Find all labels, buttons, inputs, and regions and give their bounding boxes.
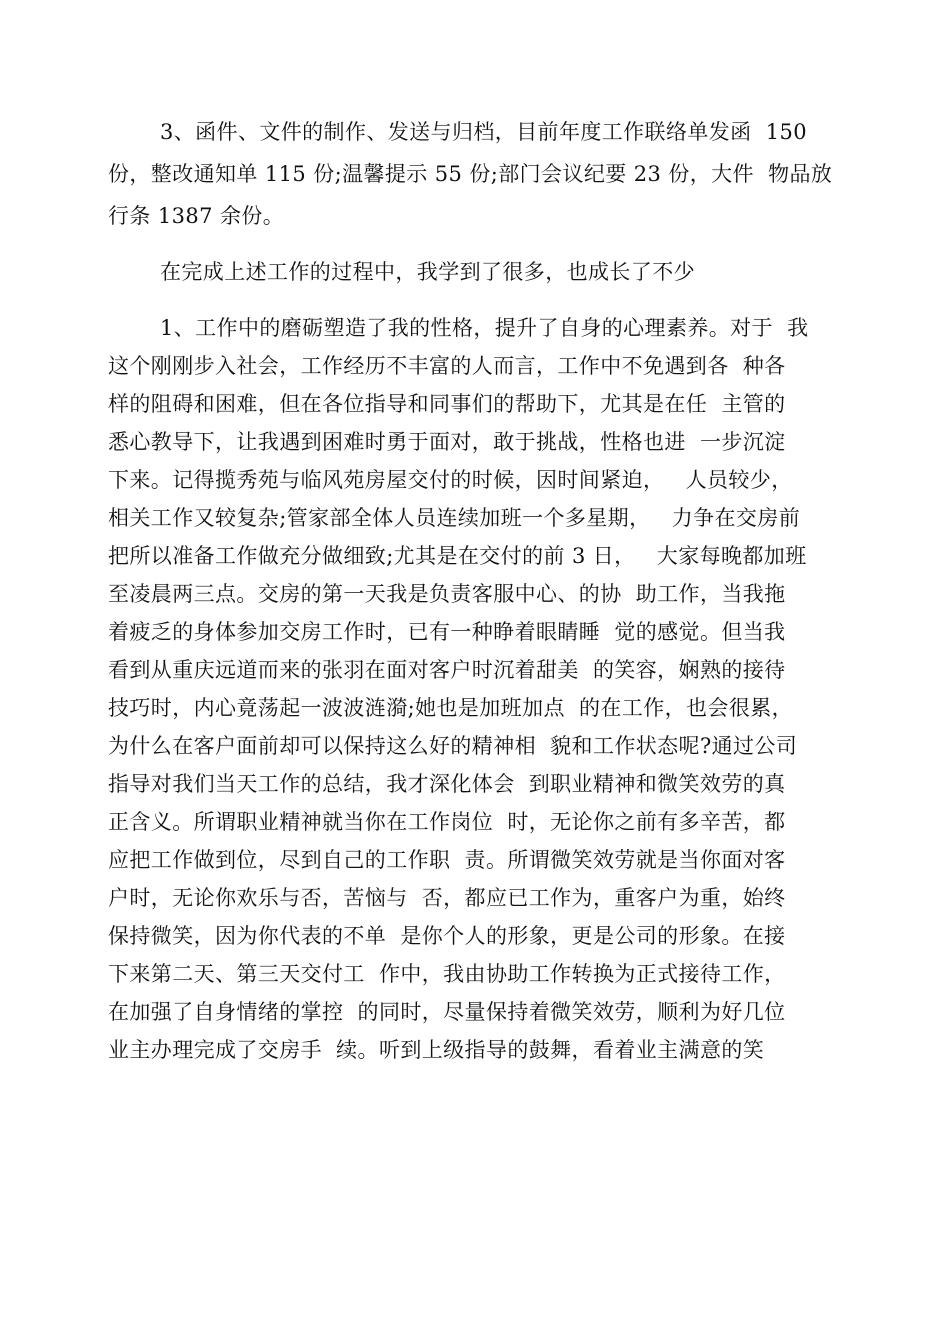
paragraph-line: 正含义。所谓职业精神就当你在工作岗位 时，无论你之前有多辛苦，都 (108, 810, 786, 834)
paragraph-line: 业主办理完成了交房手 续。听到上级指导的鼓舞，看着业主满意的笑 (108, 1038, 765, 1062)
paragraph-line: 应把工作做到位，尽到自己的工作职 责。所谓微笑效劳就是当你面对客 (108, 848, 786, 872)
paragraph-line: 户时，无论你欢乐与否，苦恼与 否，都应已工作为，重客户为重，始终 (108, 886, 786, 910)
paragraph-line: 份，整改通知单 115 份;温馨提示 55 份;部门会议纪要 23 份，大件 物品放 (108, 162, 833, 186)
paragraph-line: 在加强了自身情绪的掌控 的同时，尽量保持着微笑效劳，顺利为好几位 (108, 1000, 786, 1024)
paragraph-line: 把所以准备工作做充分做细致;尤其是在交付的前 3 日， 大家每晚都加班 (108, 544, 807, 568)
paragraph-line: 1、工作中的磨砺塑造了我的性格，提升了自身的心理素养。对于 我 (160, 316, 809, 340)
paragraph-line: 看到从重庆远道而来的张羽在面对客户时沉着甜美 的笑容，娴熟的接待 (108, 658, 786, 682)
paragraph-line: 为什么在客户面前却可以保持这么好的精神相 貌和工作状态呢?通过公司 (108, 734, 798, 758)
paragraph-line: 悉心教导下，让我遇到困难时勇于面对，敢于挑战，性格也进 一步沉淀 (108, 430, 786, 454)
paragraph-line: 在完成上述工作的过程中，我学到了很多，也成长了不少 (160, 260, 695, 284)
paragraph-line: 技巧时，内心竟荡起一波波涟漪;她也是加班加点 的在工作，也会很累， (108, 696, 794, 720)
paragraph-line: 下来第二天、第三天交付工 作中，我由协助工作转换为正式接待工作， (108, 962, 786, 986)
paragraph-line: 着疲乏的身体参加交房工作时，已有一种睁着眼睛睡 觉的感觉。但当我 (108, 620, 786, 644)
paragraph-line: 下来。记得揽秀苑与临风苑房屋交付的时候，因时间紧迫， 人员较少， (108, 468, 793, 492)
paragraph-line: 指导对我们当天工作的总结，我才深化体会 到职业精神和微笑效劳的真 (108, 772, 786, 796)
paragraph-line: 至凌晨两三点。交房的第一天我是负责客服中心、的协 助工作，当我拖 (108, 582, 786, 606)
paragraph-line: 样的阻碍和困难，但在各位指导和同事们的帮助下，尤其是在任 主管的 (108, 392, 786, 416)
paragraph-line: 相关工作又较复杂;管家部全体人员连续加班一个多星期， 力争在交房前 (108, 506, 801, 530)
paragraph-line: 行条 1387 余份。 (108, 204, 285, 228)
paragraph-line: 保持微笑，因为你代表的不单 是你个人的形象，更是公司的形象。在接 (108, 924, 786, 948)
paragraph-line: 这个刚刚步入社会，工作经历不丰富的人而言，工作中不免遇到各 种各 (108, 354, 786, 378)
paragraph-line: 3、函件、文件的制作、发送与归档，目前年度工作联络单发函 150 (160, 120, 807, 144)
